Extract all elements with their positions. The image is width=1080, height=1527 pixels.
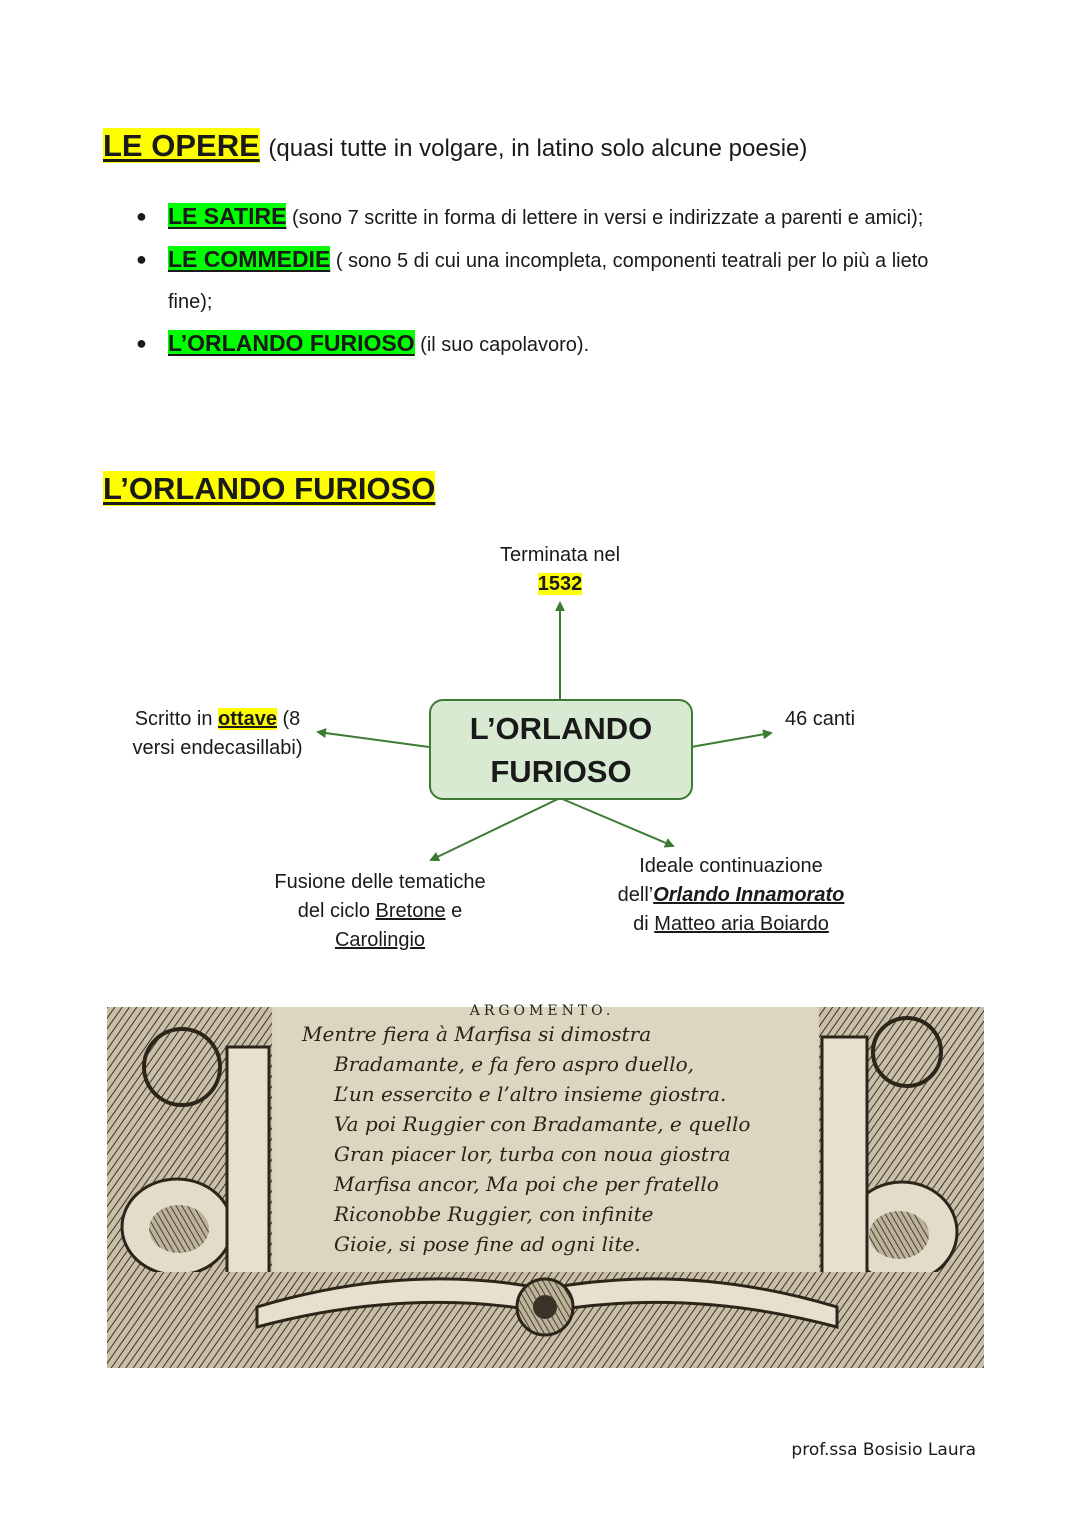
list-item: [132, 323, 972, 366]
print-line-7: Riconobbe Ruggier, con infinite: [334, 1202, 654, 1226]
print-line-8: Gioie, si pose fine ad ogni lite.: [334, 1232, 641, 1256]
list-item: [132, 239, 972, 323]
antique-print-image: [107, 1003, 984, 1368]
center-node: [429, 699, 693, 800]
orlando-heading: L’ORLANDO FURIOSO: [103, 471, 436, 506]
print-line-4: Va poi Ruggier con Bradamante, e quello: [334, 1112, 751, 1136]
arrow-down-left: [431, 798, 560, 860]
node-completed-year: 1532: [537, 573, 583, 595]
mind-map: [0, 530, 1080, 970]
print-line-3: L’un essercito e l’altro insieme giostra.: [334, 1082, 727, 1106]
node-fusion-post: e: [445, 900, 463, 922]
node-fusion-line1: Fusione delle tematiche: [274, 871, 486, 893]
arrow-left: [318, 732, 429, 747]
center-line-2: FURIOSO: [490, 753, 632, 789]
node-continuation: [590, 852, 872, 939]
node-continuation-title: Orlando Innamorato: [653, 884, 845, 906]
works-list: [132, 196, 972, 366]
node-continuation-author: Matteo aria Boiardo: [654, 913, 829, 935]
print-line-5: Gran piacer lor, turba con noua giostra: [334, 1142, 731, 1166]
author-signature: prof.ssa Bosisio Laura: [791, 1440, 976, 1460]
node-continuation-pre2: di: [633, 913, 655, 935]
orlando-heading-row: [103, 471, 435, 507]
works-heading-row: [103, 128, 807, 164]
works-heading: LE OPERE: [103, 128, 260, 163]
work-desc-commedie: ( sono 5 di cui una incompleta, componenti teatrali per lo più a lieto fine);: [168, 250, 929, 313]
arrow-right: [691, 733, 771, 747]
work-desc-orlando: (il suo capolavoro).: [414, 334, 590, 356]
node-ottave-pre: Scritto in: [134, 708, 219, 730]
node-canti: [760, 705, 880, 734]
node-completed: [460, 541, 660, 599]
node-ottave-line2: versi endecasillabi): [132, 737, 303, 759]
node-fusion-carolingio: Carolingio: [334, 929, 426, 951]
center-line-1: L’ORLANDO: [469, 710, 653, 746]
node-fusion: [240, 868, 520, 955]
print-line-2: Bradamante, e fa fero aspro duello,: [334, 1052, 694, 1076]
works-heading-note: (quasi tutte in volgare, in latino solo alcune poesie): [268, 135, 808, 162]
node-continuation-line1: Ideale continuazione: [639, 855, 823, 877]
node-fusion-pre: del ciclo: [297, 900, 376, 922]
node-fusion-bretone: Bretone: [375, 900, 446, 922]
node-continuation-pre: dell’: [617, 884, 654, 906]
node-canti-text: 46 canti: [784, 708, 856, 730]
work-desc-satire: (sono 7 scritte in forma di lettere in versi e indirizzate a parenti e amici);: [286, 207, 924, 229]
work-tag-commedie: LE COMMEDIE: [168, 246, 331, 272]
node-ottave-highlight: ottave: [218, 708, 277, 730]
print-line-1: Mentre fiera à Marfisa si dimostra: [302, 1022, 652, 1046]
node-ottave: [110, 705, 325, 763]
arrow-down-right: [560, 798, 673, 846]
node-completed-text: Terminata nel: [499, 544, 621, 566]
work-tag-satire: LE SATIRE: [168, 203, 287, 229]
bullet-icon: ●: [136, 333, 147, 353]
print-text: [302, 1003, 772, 1259]
work-tag-orlando: L’ORLANDO FURIOSO: [168, 330, 415, 356]
bullet-icon: ●: [136, 249, 147, 269]
bullet-icon: ●: [136, 206, 147, 226]
list-item: [132, 196, 972, 239]
node-ottave-post: (8: [276, 708, 301, 730]
print-heading: ARGOMENTO.: [469, 1003, 615, 1019]
print-line-6: Marfisa ancor, Ma poi che per fratello: [334, 1172, 719, 1196]
